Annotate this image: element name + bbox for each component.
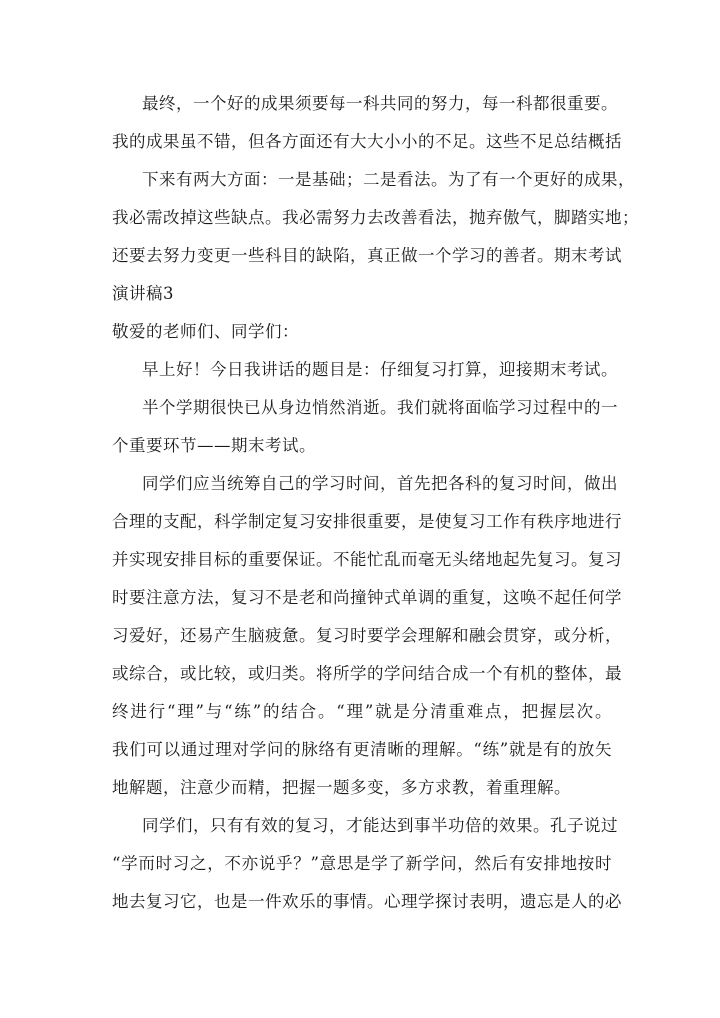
text-line: 最终，一个好的成果须要每一科共同的努力，每一科都很重要。 (142, 94, 618, 113)
text-line: 地解题，注意少而精，把握一题多变，多方求教，着重理解。 (112, 778, 571, 797)
text-line: 习爱好，还易产生脑疲惫。复习时要学会理解和融会贯穿，或分析， (112, 626, 622, 645)
text-line: 个重要环节——期末考试。 (112, 436, 316, 455)
text-line: “学而时习之，不亦说乎？”意思是学了新学问，然后有安排地按时 (112, 854, 612, 873)
text-line: 时要注意方法，复习不是老和尚撞钟式单调的重复，这唤不起任何学 (112, 588, 622, 607)
text-line: 合理的支配，科学制定复习安排很重要，是使复习工作有秩序地进行 (112, 512, 622, 531)
salutation: 敬爱的老师们、同学们： (112, 322, 299, 341)
text-line: 同学们应当统筹自己的学习时间，首先把各科的复习时间，做出 (142, 474, 618, 493)
text-line: 地去复习它，也是一件欢乐的事情。心理学探讨表明，遗忘是人的必 (112, 892, 622, 911)
text-line: 并实现安排目标的重要保证。不能忙乱而毫无头绪地起先复习。复习 (112, 550, 622, 569)
text-line: 早上好！今日我讲话的题目是：仔细复习打算，迎接期末考试。 (142, 360, 618, 379)
text-line: 下来有两大方面：一是基础；二是看法。为了有一个更好的成果， (142, 170, 635, 189)
text-line: 半个学期很快已从身边悄然消逝。我们就将面临学习过程中的一 (142, 398, 618, 417)
text-line: 还要去努力变更一些科目的缺陷，真正做一个学习的善者。期末考试 (112, 246, 622, 265)
text-line: 演讲稿3 (112, 284, 174, 303)
text-line: 或综合，或比较，或归类。将所学的学问结合成一个有机的整体，最 (112, 664, 622, 683)
text-line: 我们可以通过理对学问的脉络有更清晰的理解。“练”就是有的放矢 (112, 740, 612, 759)
text-line: 终进行“理”与“练”的结合。“理”就是分清重难点，把握层次。 (112, 702, 612, 721)
text-line: 我的成果虽不错，但各方面还有大大小小的不足。这些不足总结概括 (112, 132, 622, 151)
text-line: 我必需改掉这些缺点。我必需努力去改善看法，抛弃傲气，脚踏实地； (112, 208, 639, 227)
text-line: 同学们，只有有效的复习，才能达到事半功倍的效果。孔子说过 (142, 816, 618, 835)
